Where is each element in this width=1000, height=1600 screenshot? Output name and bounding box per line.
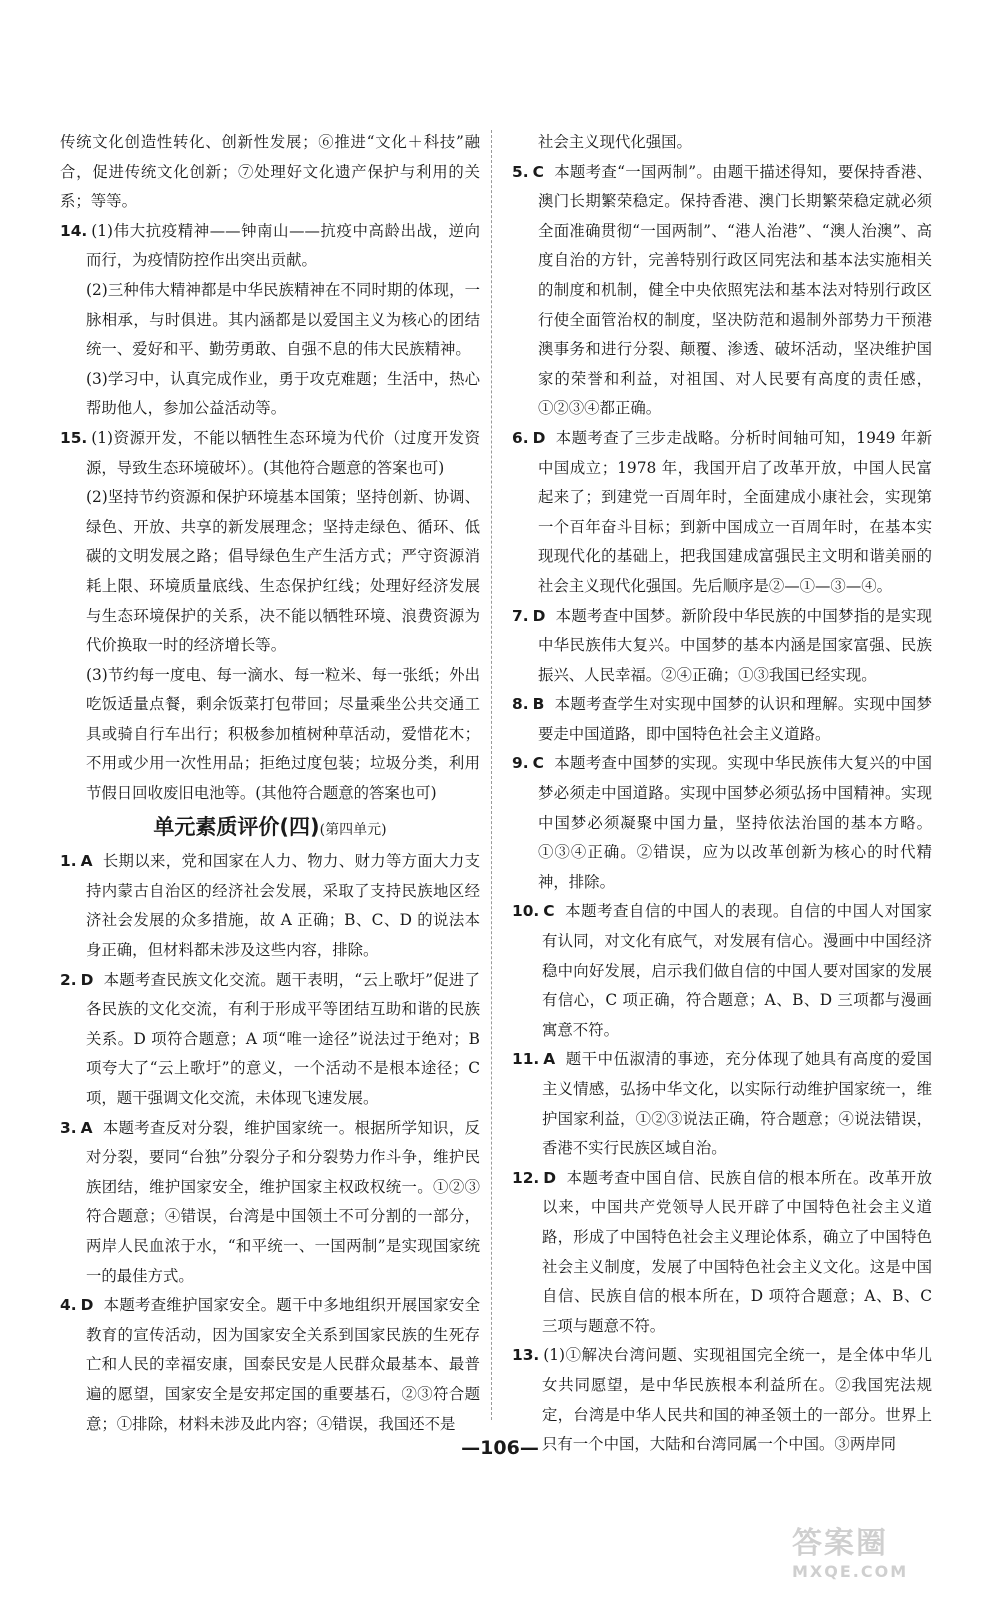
- question-10: [512, 897, 932, 1045]
- answer-part-2: (2)三种伟大精神都是中华民族精神在不同时期的体现，一脉相承，与时俱进。其内涵都是以爱国主义为核心的团结统一、爱好和平、勤劳勇敢、自强不息的伟大民族精神。: [86, 280, 480, 359]
- question-3: [60, 1114, 480, 1292]
- explanation: 本题考查“一国两制”。由题干描述得知，要保持香港、澳门长期繁荣稳定。保持香港、澳门长期繁荣稳定就必须全面准确贯彻“一国两制”、“港人治港”、“澳人治澳”、高度自治的方针，完善特别行政区同宪法和基本法实施相关的制度和机制，健全中央依照宪法和基本法对特别行政区行使全面管治权的制度，坚决防范和遏制外部势力干预港澳事务和进行分裂、颠覆、渗透、破坏活动，坚决维护国家的荣誉和利益，对祖国、对人民要有高度的责任感，①②③④都正确。: [538, 162, 932, 418]
- section-title-text: 单元素质评价(四): [153, 814, 320, 839]
- watermark-cn: 答案圈: [792, 1526, 888, 1561]
- question-number: 15.: [60, 428, 88, 447]
- question-14: [60, 217, 480, 276]
- answer-letter: A: [80, 852, 93, 871]
- question-number: 5.: [512, 162, 529, 181]
- left-column: [60, 128, 480, 1439]
- right-column: [512, 128, 932, 1460]
- answer-letter: C: [532, 162, 544, 181]
- explanation: 本题考查了三步走战略。分析时间轴可知，1949 年新中国成立；1978 年，我国开启了改革开放，中国人民富起来了；到建党一百周年时，全面建成小康社会，实现第一个百年奋斗目标；到新中国成立一百周年时，在基本实现现代化的基础上，把我国建成富强民主文明和谐美丽的社会主义现代化强国。先后顺序是②—①—③—④。: [538, 428, 932, 595]
- question-number: 10.: [512, 902, 540, 921]
- answer-letter: B: [532, 695, 545, 714]
- explanation: 长期以来，党和国家在人力、物力、财力等方面大力支持内蒙古自治区的经济社会发展，采取了支持民族地区经济社会发展的众多措施，故 A 正确；B、C、D 的说法本身正确，但材料都未涉及这些内容，排除。: [86, 852, 480, 960]
- answer-letter: D: [543, 1168, 557, 1187]
- question-9: [512, 749, 932, 897]
- question-12: [512, 1164, 932, 1342]
- explanation: (1)①解决台湾问题、实现祖国完全统一，是全体中华儿女共同愿望，是中华民族根本利益所在。②我国宪法规定，台湾是中华人民共和国的神圣领土的一部分。世界上只有一个中国，大陆和台湾同属一个中国。③两岸同: [542, 1346, 932, 1454]
- question-5: [512, 158, 932, 424]
- question-2: [60, 966, 480, 1114]
- answer-letter: A: [80, 1118, 93, 1137]
- question-number: 2.: [60, 970, 77, 989]
- column-divider: [491, 130, 492, 1420]
- answer-part-1: (1)资源开发，不能以牺牲生态环境为代价（过度开发资源，导致生态环境破坏）。(其他符合题意的答案也可): [86, 428, 480, 477]
- explanation: 题干中伍淑清的事迹，充分体现了她具有高度的爱国主义情感，弘扬中华文化，以实际行动维护国家统一，维护国家利益，①②③说法正确，符合题意；④说法错误，香港不实行民族区域自治。: [542, 1050, 932, 1158]
- section-title: [60, 813, 480, 846]
- page-number: —106—: [461, 1437, 539, 1459]
- answer-letter: D: [80, 1296, 94, 1315]
- answer-part-2: (2)坚持节约资源和保护环境基本国策；坚持创新、协调、绿色、开放、共享的新发展理念；坚持走绿色、循环、低碳的文明发展之路；倡导绿色生产生活方式；严守资源消耗上限、环境质量底线、生态保护红线；处理好经济发展与生态环境保护的关系，决不能以牺牲环境、浪费资源为代价换取一时的经济增长等。: [86, 488, 480, 655]
- question-number: 6.: [512, 428, 529, 447]
- explanation: 本题考查学生对实现中国梦的认识和理解。实现中国梦要走中国道路，即中国特色社会主义道路。: [538, 695, 932, 743]
- answer-part-3: (3)学习中，认真完成作业，勇于攻克难题；生活中，热心帮助他人，参加公益活动等。: [86, 369, 480, 418]
- question-8: [512, 690, 932, 749]
- explanation: 本题考查反对分裂，维护国家统一。根据所学知识，反对分裂，要同“台独”分裂分子和分裂势力作斗争，维护民族团结，维护国家安全，维护国家主权政权统一。①②③符合题意；④错误，台湾是中国领土不可分割的一部分，两岸人民血浓于水，“和平统一、一国两制”是实现国家统一的最佳方式。: [86, 1118, 480, 1285]
- explanation: 本题考查中国梦的实现。实现中华民族伟大复兴的中国梦必须走中国道路。实现中国梦必须弘扬中国精神。实现中国梦必须凝聚中国力量，坚持依法治国的基本方略。①③④正确。②错误，应为以改革创新为核心的时代精神，排除。: [538, 754, 932, 891]
- explanation: 本题考查中国梦。新阶段中华民族的中国梦指的是实现中华民族伟大复兴。中国梦的基本内涵是国家富强、民族振兴、人民幸福。②④正确；①③我国已经实现。: [538, 606, 932, 684]
- question-number: 1.: [60, 852, 77, 871]
- watermark-logo: [792, 1526, 982, 1586]
- answer-letter: D: [532, 428, 546, 447]
- watermark-en: MXQE.COM: [792, 1562, 909, 1581]
- question-11: [512, 1045, 932, 1163]
- question-number: 12.: [512, 1168, 540, 1187]
- answer-letter: C: [543, 902, 555, 921]
- question-15: [60, 424, 480, 483]
- question-number: 13.: [512, 1346, 540, 1365]
- explanation: 本题考查自信的中国人的表现。自信的中国人对国家有认同，对文化有底气，对发展有信心。漫画中中国经济稳中向好发展，启示我们做自信的中国人要对国家的发展有信心，C 项正确，符合题意；A、B、D 三项都与漫画寓意不符。: [542, 902, 932, 1039]
- question-number: 11.: [512, 1050, 540, 1069]
- question-1: [60, 847, 480, 965]
- question-4: [60, 1291, 480, 1439]
- answer-part-1: (1)伟大抗疫精神——钟南山——抗疫中高龄出战，逆向而行，为疫情防控作出突出贡献。: [86, 221, 480, 270]
- explanation: 本题考查维护国家安全。题干中多地组织开展国家安全教育的宣传活动，因为国家安全关系到国家民族的生死存亡和人民的幸福安康，国泰民安是人民群众最基本、最普遍的愿望，国家安全是安邦定国的重要基石，②③符合题意；①排除，材料未涉及此内容；④错误，我国还不是: [86, 1296, 480, 1433]
- continued-paragraph: 社会主义现代化强国。: [538, 133, 692, 151]
- section-unit: (第四单元): [319, 821, 387, 838]
- continued-paragraph: 传统文化创造性转化、创新性发展；⑥推进“文化＋科技”融合，促进传统文化创新；⑦处理好文化遗产保护与利用的关系；等等。: [60, 133, 480, 211]
- question-number: 7.: [512, 606, 529, 625]
- explanation: 本题考查中国自信、民族自信的根本所在。改革开放以来，中国共产党领导人民开辟了中国特色社会主义道路，形成了中国特色社会主义理论体系，确立了中国特色社会主义制度，发展了中国特色社会主义文化。这是中国自信、民族自信的根本所在，D 项符合题意；A、B、C 三项与题意不符。: [542, 1168, 932, 1335]
- question-7: [512, 602, 932, 691]
- answer-letter: D: [532, 606, 546, 625]
- question-number: 3.: [60, 1118, 77, 1137]
- question-number: 8.: [512, 695, 529, 714]
- answer-letter: C: [532, 754, 544, 773]
- question-number: 9.: [512, 754, 529, 773]
- question-number: 14.: [60, 221, 88, 240]
- question-6: [512, 424, 932, 602]
- explanation: 本题考查民族文化交流。题干表明，“云上歌圩”促进了各民族的文化交流，有利于形成平等团结互助和谐的民族关系。D 项符合题意；A 项“唯一途径”说法过于绝对；B 项夸大了“云上歌圩”的意义，一个活动不是根本途径；C 项，题干强调文化交流，未体现飞速发展。: [86, 970, 480, 1107]
- answer-letter: A: [543, 1050, 556, 1069]
- question-number: 4.: [60, 1296, 77, 1315]
- answer-part-3: (3)节约每一度电、每一滴水、每一粒米、每一张纸；外出吃饭适量点餐，剩余饭菜打包带回；尽量乘坐公共交通工具或骑自行车出行；积极参加植树种草活动，爱惜花木；不用或少用一次性用品；拒绝过度包装；垃圾分类，利用节假日回收废旧电池等。(其他符合题意的答案也可): [86, 665, 480, 803]
- answer-letter: D: [80, 970, 94, 989]
